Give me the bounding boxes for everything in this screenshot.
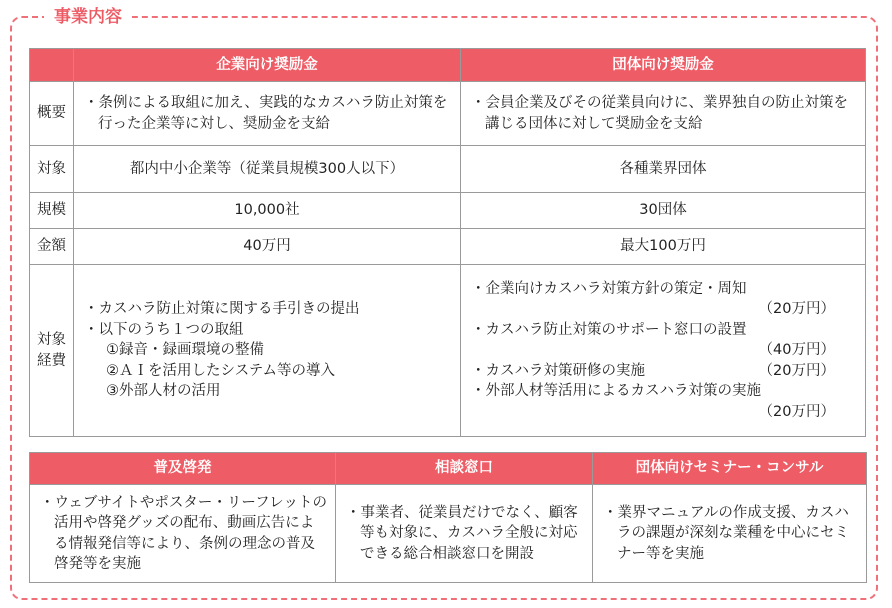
subsidy-table: [29, 48, 866, 437]
expenses-group: [461, 265, 866, 437]
awareness-text: ・ウェブサイトやポスター・リーフレットの活用や啓発グッズの配布、動画広告による情報発信等により、条例の理念の普及啓発等を実施: [40, 494, 327, 572]
header-blank: [30, 49, 74, 82]
expenses-corporate: [74, 265, 461, 437]
target-group: 各種業界団体: [461, 146, 866, 193]
expense-subitem: ①録音・録画環境の整備: [106, 342, 264, 359]
overview-corporate: [74, 82, 461, 146]
expense-amount: （20万円）: [758, 403, 835, 420]
label-overview: 概要: [30, 82, 74, 146]
expense-item: ・カスハラ防止対策のサポート窓口の設置: [471, 321, 747, 338]
scale-group: 30団体: [461, 193, 866, 229]
expense-item: ・カスハラ防止対策に関する手引きの提出: [84, 301, 360, 318]
row-expenses: [30, 265, 866, 437]
section-title: 事業内容: [44, 6, 132, 28]
row-target: [30, 146, 866, 193]
header-seminar: 団体向けセミナー・コンサル: [593, 453, 867, 485]
expense-item: ・カスハラ対策研修の実施: [471, 362, 645, 379]
consultation-text: ・事業者、従業員だけでなく、顧客等も対象に、カスハラ全般に対応できる総合相談窓口を開設: [346, 504, 578, 562]
expense-subitem: ③外部人材の活用: [106, 383, 221, 400]
row-scale: [30, 193, 866, 229]
expense-amount: （20万円）: [758, 301, 835, 318]
subsidy-header-row: [30, 49, 866, 82]
amount-corporate: 40万円: [74, 229, 461, 265]
overview-group: [461, 82, 866, 146]
amount-group: 最大100万円: [461, 229, 866, 265]
label-expenses-line2: 経費: [37, 352, 66, 369]
expense-item: ・以下のうち１つの取組: [84, 321, 244, 338]
row-overview: [30, 82, 866, 146]
expense-item-row: [471, 361, 857, 382]
label-amount: 金額: [30, 229, 74, 265]
header-corporate-subsidy: 企業向け奨励金: [74, 49, 461, 82]
row-amount: [30, 229, 866, 265]
header-group-subsidy: 団体向け奨励金: [461, 49, 866, 82]
expense-subitem: ②ＡＩを活用したシステム等の導入: [106, 362, 336, 379]
label-target: 対象: [30, 146, 74, 193]
awareness-cell: [30, 485, 336, 583]
scale-corporate: 10,000社: [74, 193, 461, 229]
activities-header-row: [30, 453, 867, 485]
expense-item: ・企業向けカスハラ対策方針の策定・周知: [471, 280, 747, 297]
header-consultation: 相談窓口: [336, 453, 593, 485]
activities-row: [30, 485, 867, 583]
target-corporate: 都内中小企業等（従業員規模300人以下）: [74, 146, 461, 193]
label-scale: 規模: [30, 193, 74, 229]
activities-table: [29, 452, 867, 583]
overview-corporate-text: ・条例による取組に加え、実践的なカスハラ防止対策を行った企業等に対し、奨励金を支給: [84, 95, 448, 132]
header-awareness: 普及啓発: [30, 453, 336, 485]
seminar-text: ・業界マニュアルの作成支援、カスハラの課題が深刻な業種を中心にセミナー等を実施: [603, 504, 849, 562]
expense-item: ・外部人材等活用によるカスハラ対策の実施: [471, 383, 761, 400]
overview-group-text: ・会員企業及びその従業員向けに、業界独自の防止対策を講じる団体に対して奨励金を支給: [471, 95, 848, 132]
label-expenses: [30, 265, 74, 437]
expense-amount: （40万円）: [758, 342, 835, 359]
label-expenses-line1: 対象: [37, 332, 66, 348]
consultation-cell: [336, 485, 593, 583]
seminar-cell: [593, 485, 867, 583]
expense-amount: （20万円）: [758, 362, 835, 379]
